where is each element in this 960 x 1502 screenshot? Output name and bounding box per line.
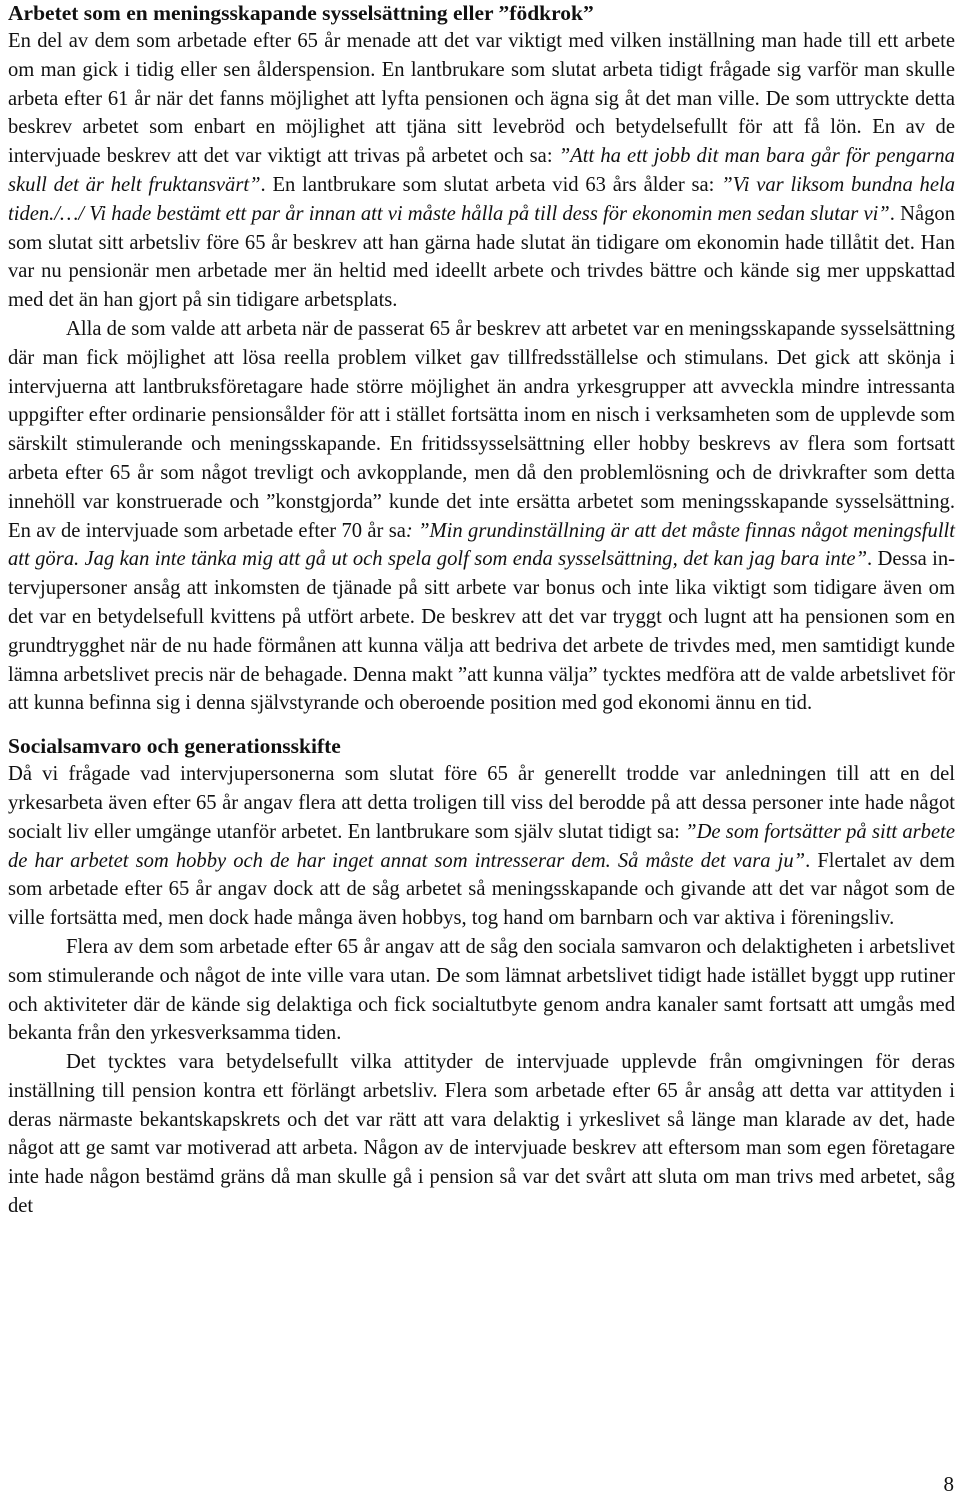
body-text: . Dessa intervjupersoner ansåg att inkomsten de tjänade på sitt arbete var bonus och inte lika viktigt som tidigare även om det var en betydelsefull kvittens på utfört arbete. De beskrev att det var tryggt och lugnt att ha pensionen som en grundtrygghet när de nu hade förmånen att kunna välja att bedriva det arbete de trivdes med, men samtidigt kunde lämna arbetslivet precis när de behagade. Denna makt ”att kunna välja” tycktes medföra att de valde arbetslivet för att kunna befinna sig i denna självstyrande och oberoende position med god ekonomi ännu en tid. [8,548,955,715]
paragraph-s1-p2 [8,315,955,718]
quote-text: ”Att ha ett jobb dit man bara går för pengarna skull det är helt fruktansvärt” [8,145,955,196]
section-heading-meaningful-work: Arbetet som en meningsskapande sysselsättning eller ”födkrok” [8,1,594,25]
paragraph-s2-p3 [8,1048,955,1221]
section-gap [8,718,955,733]
body-text: Alla de som valde att arbeta när de passerat 65 år beskrev att arbetet var en meningsskapande sysselsättning där man fick möjlighet att lösa reella problem vilket gav tillfredsställelse och stimulans. Det gick att skönja i intervjuerna att lantbruksföretagare hade större möjlighet än andra yrkesgrupper att avveckla mindre intressanta uppgifter efter ordinarie pensionsålder för att i stället fortsätta inom en nisch i verksamheten som de upplevde som särskilt stimulerande och meningsskapande. En fritidssysselsättning eller hobby beskrevs av flera som fortsatt arbeta efter 65 år som något trevligt och avkopplande, men då den problemlösning och de drivkrafter som detta innehöll var konstruerade och ”konstgjorda” kunde det inte ersätta arbetet som meningsskapande sysselsättning. En av de intervjuade som arbetade efter 70 år sa [8,317,955,542]
body-text: Det tycktes vara betydelsefullt vilka attityder de intervjuade upplevde från omgivningen för deras inställning till pension kontra ett förlängt arbetsliv. Flera som arbetade efter 65 år ansåg att detta var attityden i deras närmaste bekantskapskrets och det var rätt att vara delaktig i yrkeslivet så länge man klarade av det, hade något att ge samt var motiverad att arbeta. Någon av de intervjuade beskrev att eftersom man som egen företagare inte hade någon bestämd gräns då man skulle gå i pension så var det svårt att sluta om man trivs med arbetet, såg det [8,1051,955,1218]
section-heading-social: Socialsamvaro och generationsskifte [8,734,341,759]
body-text: . Någon som slutat sitt arbetsliv före 65 år beskrev att han gärna hade slutat än tidigare om ekonomin hade tillåtit det. Han var nu pensionär men arbetade mer än heltid med ideellt arbete och trivdes bättre och kände sig mer uppskattad med det än han gjort på sin tidigare arbetsplats. [8,202,955,312]
body-text: . En lantbrukare som slutat arbeta vid 63 års ålder sa: [260,173,722,196]
quote-text: ”Vi var liksom bundna hela tiden./…/ Vi hade bestämt ett par år innan att vi måste hålla på till dess för ekonomin men sedan slutar vi” [8,173,956,225]
page-number: 8 [943,1472,954,1496]
quote-text: ”De som fortsätter på sitt arbete de har arbetet som hobby och de har inget annat som intresserar dem. Så måste det vara ju” [8,820,955,872]
paragraph-s2-p2 [8,933,955,1048]
document-page [8,0,955,1221]
body-text: Då vi frågade vad intervjupersonerna som slutat före 65 år generellt trodde var anledningen till att en del yrkesarbeta även efter 65 år angav flera att detta troligen till viss del berodde på att dessa personer inte hade något socialt liv eller umgänge utanför arbetet. En lantbrukare som själv slutat tidigt sa: [8,763,955,843]
paragraph-s2-p1 [8,760,955,933]
body-text: En del av dem som arbetade efter 65 år menade att det var viktigt med vilken inställning man hade till ett arbete om man gick i tidig eller sen ålderspension. En lantbrukare som slutat arbeta tidigt frågade sig varför man skulle arbeta efter 61 år när det fanns möjlighet att lyfta pensionen och ägna sig åt det man ville. De som uttryckte detta beskrev arbetet som enbart en möjlighet att tjäna sitt levebröd och betydelsefullt för att få lön. En av de intervjuade beskrev att det var viktigt att trivas på arbetet och sa: [8,30,955,168]
quote-text: : ”Min grundinställning är att det måste finnas något meningsfullt att göra. Jag kan inte tänka mig att gå ut och spela golf som enda sysselsättning, det kan jag bara inte” [8,519,955,571]
body-text: Flera av dem som arbetade efter 65 år angav att de såg den sociala samvaron och delaktigheten i arbetslivet som stimulerande och något de inte ville vara utan. De som lämnat arbetslivet tidigt hade istället byggt upp rutiner och aktiviteter där de kände sig delaktiga och fick socialtutbyte genom andra kanaler samt fortsatt att umgås med bekanta från den yrkesverksamma tiden. [8,935,955,1045]
body-text: . Flertalet av dem som arbetade efter 65 år angav dock att de såg arbetet så meningsskapande och givande att det var något som de ville fortsätta med, men dock hade många även hobbys, tog hand om barnbarn och var aktiva i föreningsliv. [8,849,955,930]
paragraph-s1-p1 [8,27,955,315]
